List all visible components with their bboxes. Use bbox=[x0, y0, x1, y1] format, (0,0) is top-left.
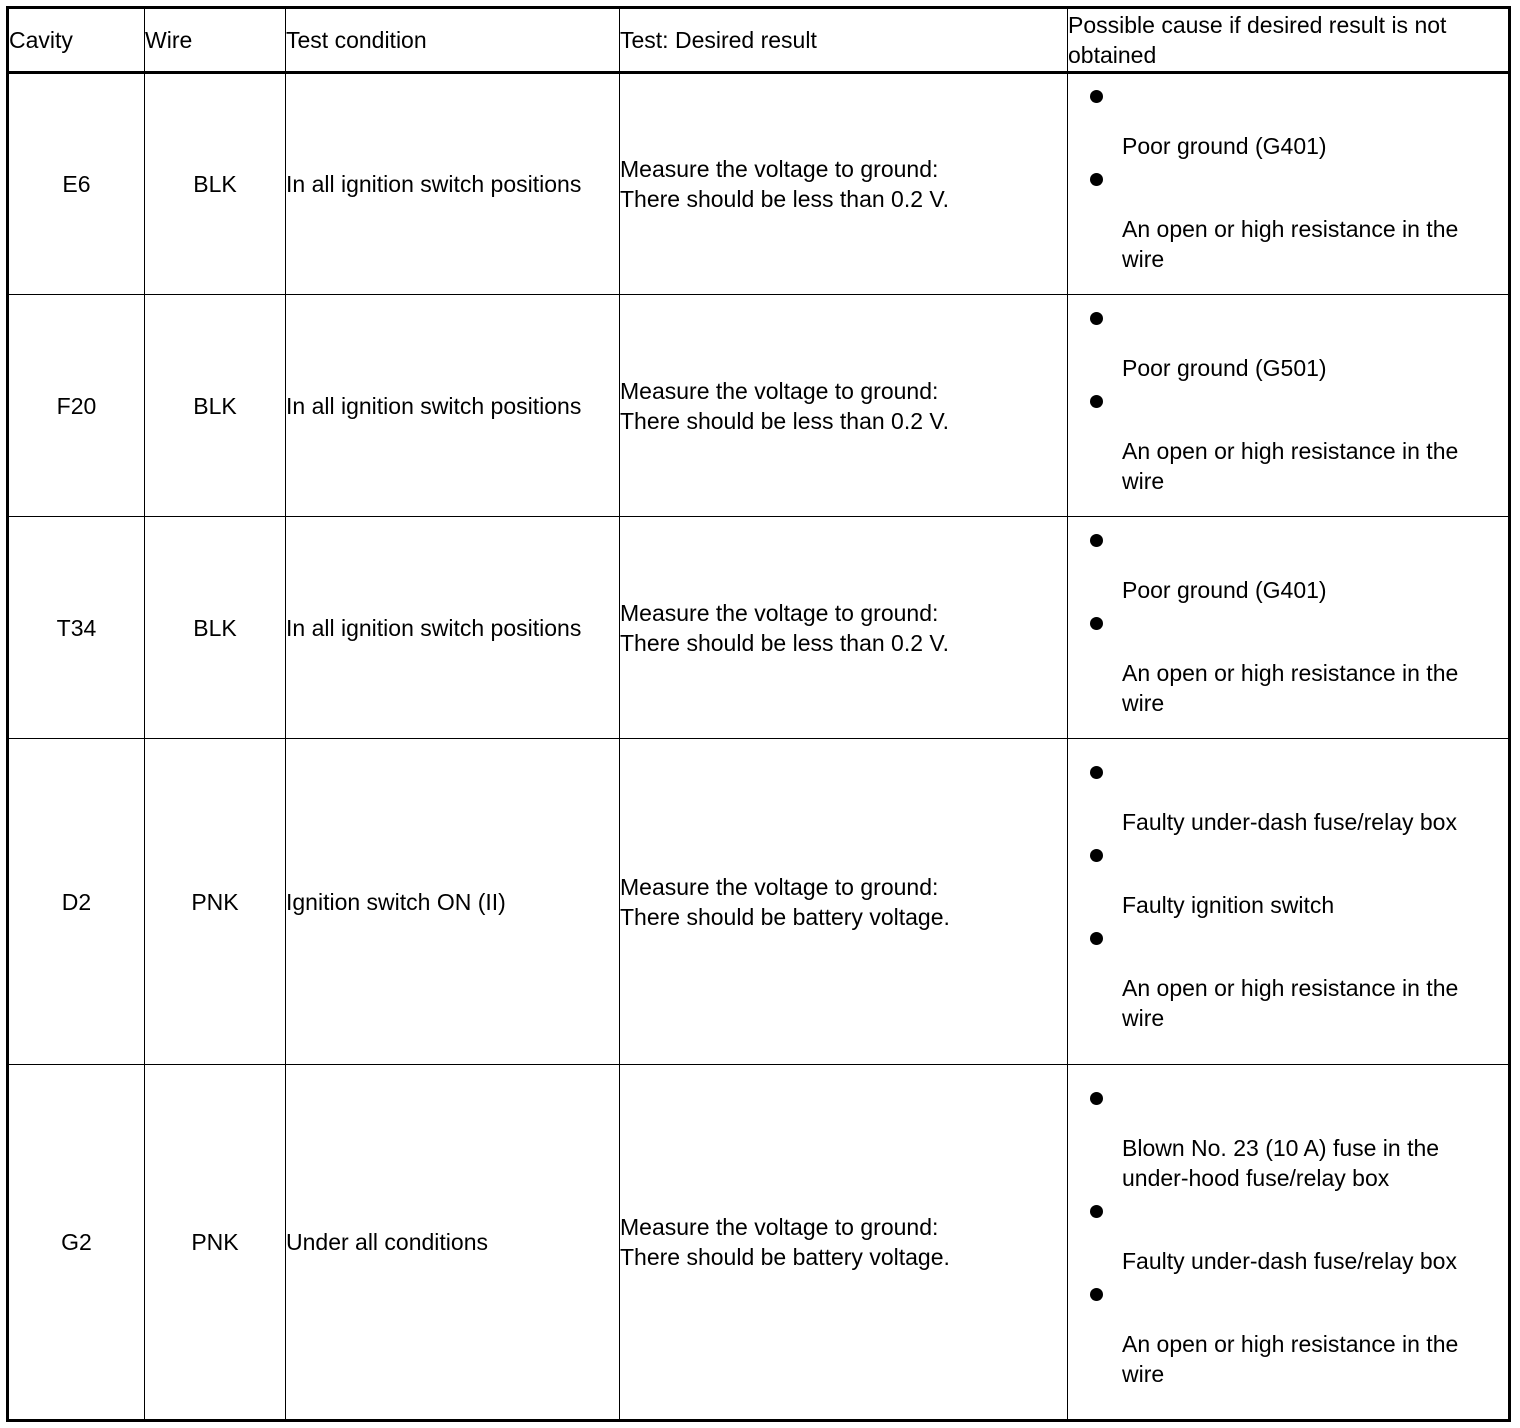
cause-item bbox=[1068, 845, 1508, 928]
result-line: There should be battery voltage. bbox=[620, 903, 950, 930]
bullet-icon bbox=[1090, 312, 1103, 325]
cause-text: An open or high resistance in the wire bbox=[1122, 216, 1459, 272]
cavity-cell: E6 bbox=[8, 73, 145, 295]
cause-text: Blown No. 23 (10 A) fuse in the under-hood fuse/relay box bbox=[1122, 1134, 1440, 1191]
cause-text: An open or high resistance in the wire bbox=[1122, 659, 1459, 716]
table-row bbox=[8, 295, 1510, 517]
cause-item bbox=[1068, 391, 1508, 504]
table-body bbox=[8, 73, 1510, 1421]
result-line: Measure the voltage to ground: bbox=[620, 156, 939, 182]
cause-text: Poor ground (G401) bbox=[1122, 576, 1327, 603]
condition-cell: In all ignition switch positions bbox=[286, 295, 620, 517]
result-cell bbox=[620, 517, 1068, 739]
bullet-icon bbox=[1090, 766, 1103, 779]
wire-cell: PNK bbox=[145, 739, 286, 1065]
result-line: There should be less than 0.2 V. bbox=[620, 407, 950, 434]
causes-cell bbox=[1068, 517, 1510, 739]
cavity-cell: G2 bbox=[8, 1065, 145, 1421]
cause-text: An open or high resistance in the wire bbox=[1122, 437, 1459, 494]
test-table bbox=[6, 6, 1511, 1422]
cause-text: Faulty under-dash fuse/relay box bbox=[1122, 1247, 1457, 1274]
cause-text: An open or high resistance in the wire bbox=[1122, 975, 1459, 1031]
result-cell bbox=[620, 295, 1068, 517]
causes-cell bbox=[1068, 295, 1510, 517]
cause-text: Faulty ignition switch bbox=[1122, 892, 1335, 918]
causes-cell bbox=[1068, 739, 1510, 1065]
result-cell bbox=[620, 739, 1068, 1065]
table-row bbox=[8, 517, 1510, 739]
header-condition: Test condition bbox=[286, 8, 620, 73]
result-line: Measure the voltage to ground: bbox=[620, 873, 939, 900]
header-cavity: Cavity bbox=[8, 8, 145, 73]
causes-cell bbox=[1068, 73, 1510, 295]
cause-item bbox=[1068, 308, 1508, 391]
cavity-cell: T34 bbox=[8, 517, 145, 739]
table-row bbox=[8, 1065, 1510, 1421]
condition-cell: Ignition switch ON (II) bbox=[286, 739, 620, 1065]
header-row bbox=[8, 8, 1510, 73]
result-line: There should be less than 0.2 V. bbox=[620, 186, 950, 212]
bullet-icon bbox=[1090, 1205, 1103, 1218]
bullet-icon bbox=[1090, 395, 1103, 408]
cavity-cell: F20 bbox=[8, 295, 145, 517]
causes-cell bbox=[1068, 1065, 1510, 1421]
cause-text: Faulty under-dash fuse/relay box bbox=[1122, 809, 1457, 835]
result-line: Measure the voltage to ground: bbox=[620, 1214, 939, 1240]
wire-cell: BLK bbox=[145, 295, 286, 517]
condition-cell: Under all conditions bbox=[286, 1065, 620, 1421]
cause-item bbox=[1068, 530, 1508, 613]
result-line: There should be battery voltage. bbox=[620, 1244, 950, 1270]
cause-item bbox=[1068, 169, 1508, 282]
bullet-icon bbox=[1090, 1092, 1103, 1105]
cause-item bbox=[1068, 1201, 1508, 1284]
wire-cell: PNK bbox=[145, 1065, 286, 1421]
wire-cell: BLK bbox=[145, 517, 286, 739]
table-row bbox=[8, 73, 1510, 295]
cause-text: Poor ground (G401) bbox=[1122, 133, 1327, 159]
header-wire: Wire bbox=[145, 8, 286, 73]
cause-item bbox=[1068, 1284, 1508, 1397]
condition-cell: In all ignition switch positions bbox=[286, 517, 620, 739]
bullet-icon bbox=[1090, 932, 1103, 945]
bullet-icon bbox=[1090, 90, 1103, 103]
result-cell bbox=[620, 73, 1068, 295]
header-result: Test: Desired result bbox=[620, 8, 1068, 73]
table-row bbox=[8, 739, 1510, 1065]
wire-cell: BLK bbox=[145, 73, 286, 295]
cause-text: An open or high resistance in the wire bbox=[1122, 1330, 1459, 1387]
cavity-cell: D2 bbox=[8, 739, 145, 1065]
header-cause: Possible cause if desired result is not obtained bbox=[1068, 8, 1510, 73]
bullet-icon bbox=[1090, 617, 1103, 630]
cause-item bbox=[1068, 613, 1508, 726]
cause-item bbox=[1068, 928, 1508, 1041]
condition-cell: In all ignition switch positions bbox=[286, 73, 620, 295]
cause-text: Poor ground (G501) bbox=[1122, 354, 1327, 381]
bullet-icon bbox=[1090, 173, 1103, 186]
bullet-icon bbox=[1090, 534, 1103, 547]
result-line: Measure the voltage to ground: bbox=[620, 377, 939, 404]
bullet-icon bbox=[1090, 849, 1103, 862]
result-line: There should be less than 0.2 V. bbox=[620, 629, 950, 656]
result-line: Measure the voltage to ground: bbox=[620, 599, 939, 626]
bullet-icon bbox=[1090, 1288, 1103, 1301]
cause-item bbox=[1068, 762, 1508, 845]
result-cell bbox=[620, 1065, 1068, 1421]
cause-item bbox=[1068, 1088, 1508, 1201]
cause-item bbox=[1068, 86, 1508, 169]
